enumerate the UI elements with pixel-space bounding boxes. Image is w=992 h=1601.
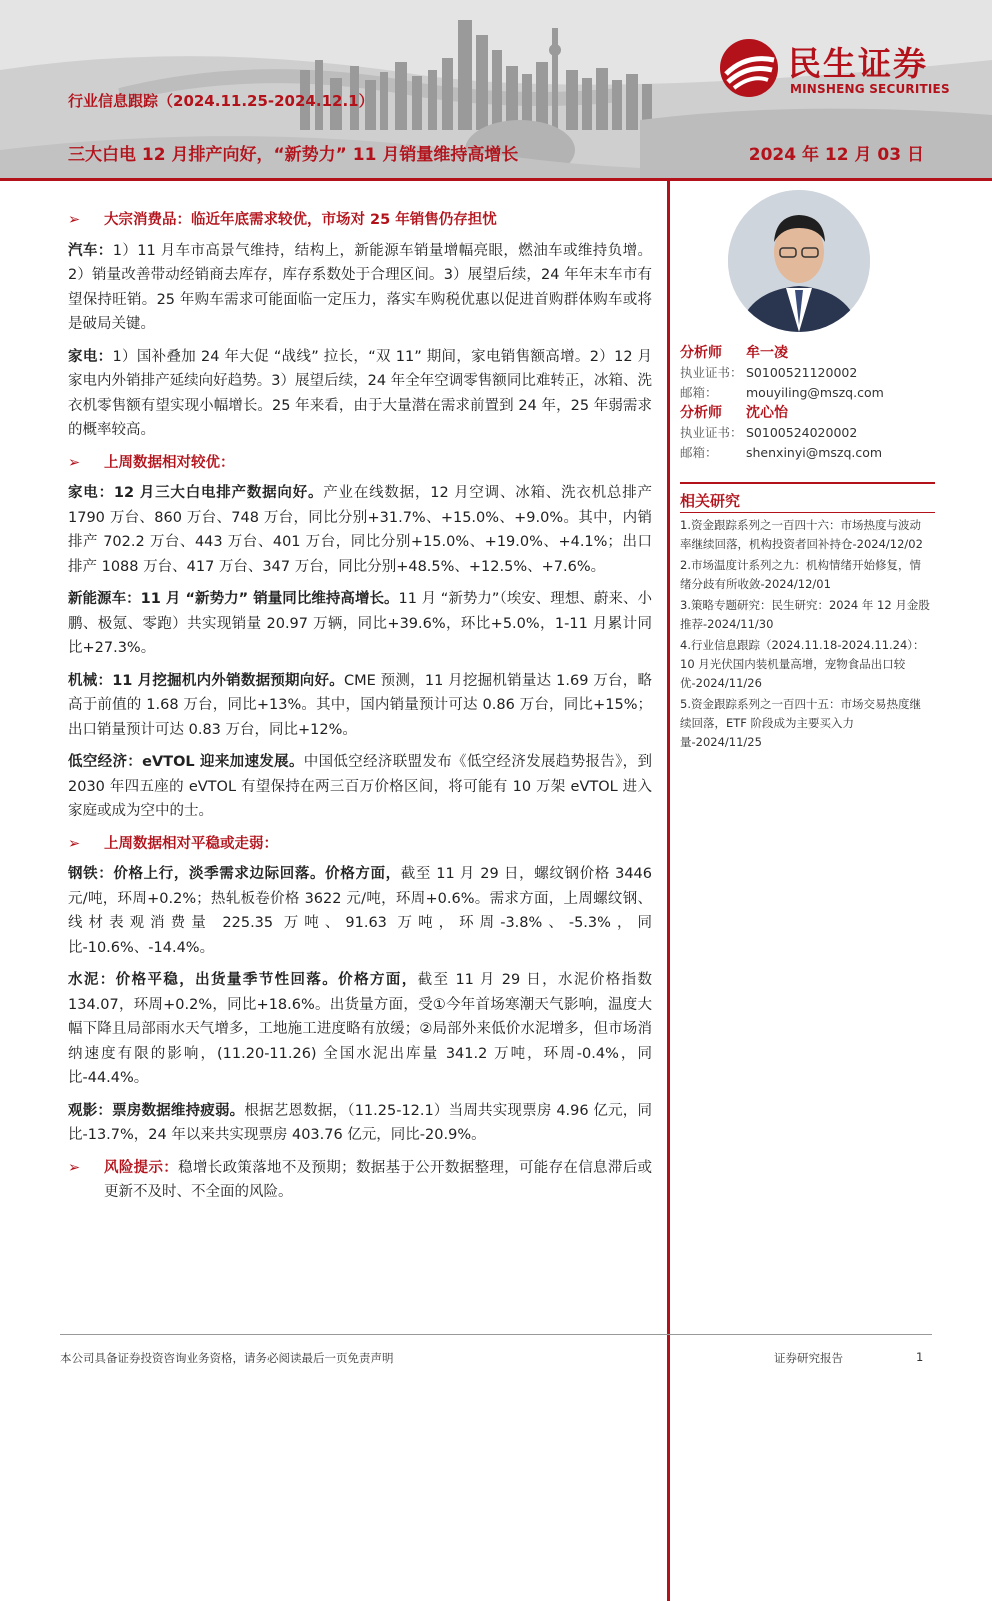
related-research-item[interactable]: 2.市场温度计系列之九：机构情绪开始修复，情绪分歧有所收敛-2024/12/01 bbox=[680, 558, 921, 591]
paragraph-appliance: 家电：1）国补叠加 24 年大促 “战线” 拉长，“双 11” 期间，家电销售额高增。2）12 月家电内外销排产延续向好趋势。3）展望后续，24 年全年空调零售额同比难转正，冰箱、洗衣机零售额有望实现小幅增长。25 年来看，由于大量潜在需求前置到 24 年，25 年弱需求的概率较高。 bbox=[68, 348, 652, 438]
paragraph-steel: 钢铁：价格上行，淡季需求边际回落。价格方面，截至 11 月 29 日，螺纹钢价格 3446 元/吨，环周+0.2%；热轧板卷价格 3622 元/吨，环周+0.6%。需求方面，上周螺纹钢、线材表观消费量 225.35 万吨、91.63 万吨，环周-3.8%、-5.3%，同比-10.6%、-14.4%。 bbox=[68, 866, 652, 956]
report-title: 三大白电 12 月排产向好，“新势力” 11 月销量维持高增长 bbox=[68, 145, 519, 165]
page-number: 1 bbox=[916, 1350, 924, 1364]
analyst-photo bbox=[728, 190, 870, 332]
related-research-title: 相关研究 bbox=[680, 492, 741, 510]
related-research-item[interactable]: 3.策略专题研究：民生研究：2024 年 12 月金股推荐-2024/11/30 bbox=[680, 598, 930, 631]
analyst-email[interactable]: 邮箱： shenxinyi@mszq.com bbox=[680, 444, 883, 460]
footer-divider bbox=[60, 1334, 932, 1335]
analyst-cert: 执业证书： S0100524020002 bbox=[680, 424, 858, 440]
paragraph-low-altitude: 低空经济：eVTOL 迎来加速发展。中国低空经济联盟发布《低空经济发展趋势报告》，到 2030 年四五座的 eVTOL 有望保持在两三百万价格区间，将可能有 10 万架 eVTOL 进入家庭或成为空中的士。 bbox=[68, 754, 652, 819]
footer-disclaimer: 本公司具备证券投资咨询业务资格，请务必阅读最后一页免责声明 bbox=[60, 1351, 394, 1365]
analyst-list bbox=[680, 342, 935, 462]
arrow-bullet-icon: ➢ bbox=[68, 835, 81, 852]
related-top-rule bbox=[680, 482, 935, 484]
column-divider bbox=[667, 181, 670, 1601]
paragraph-auto: 汽车：1）11 月车市高景气维持，结构上，新能源车销量增幅亮眼，燃油车或维持负增。2）销量改善带动经销商去库存，库存系数处于合理区间。3）展望后续，24 年年末车市有望保持旺销。25 年购车需求可能面临一定压力，落实车购税优惠以促进首购群体购车或将是破局关键。 bbox=[68, 242, 652, 332]
related-bottom-rule bbox=[680, 512, 935, 513]
related-research-list bbox=[680, 516, 932, 754]
risk-label: 风险提示： bbox=[104, 1159, 179, 1176]
report-date: 2024 年 12 月 03 日 bbox=[748, 145, 924, 165]
arrow-bullet-icon: ➢ bbox=[68, 212, 81, 228]
paragraph-nev: 新能源车：11 月 “新势力” 销量同比维持高增长。11 月 “新势力”（埃安、理想、蔚来、小鹏、极氪、零跑）共实现销量 20.97 万辆，同比+39.6%，环比+5.0%，1-11 月累计同比+27.3%。 bbox=[68, 591, 652, 656]
analyst-row: 分析师 牟一凌 bbox=[680, 345, 788, 361]
section-heading: ➢ 大宗消费品：临近年底需求较优，市场对 25 年销售仍存担忧 bbox=[68, 208, 652, 233]
section-heading: ➢ 上周数据相对平稳或走弱： bbox=[68, 832, 652, 857]
report-series-label: 行业信息跟踪（2024.11.25-2024.12.1） bbox=[68, 92, 374, 110]
risk-warning: ➢ 风险提示：稳增长政策落地不及预期；数据基于公开数据整理，可能存在信息滞后或更新不及时、不全面的风险。 bbox=[68, 1156, 652, 1205]
logo-text-en: MINSHENG SECURITIES bbox=[790, 82, 950, 96]
paragraph-box-office: 观影：票房数据维持疲弱。根据艺恩数据，（11.25-12.1）当周共实现票房 4.96 亿元，同比-13.7%，24 年以来共实现票房 403.76 亿元，同比-20.9%。 bbox=[68, 1102, 653, 1143]
logo-text-cn: 民生证券 bbox=[788, 44, 928, 83]
section-heading: ➢ 上周数据相对较优： bbox=[68, 451, 652, 476]
analyst-row: 分析师 沈心怡 bbox=[680, 405, 788, 421]
related-research-item[interactable]: 1.资金跟踪系列之一百四十六：市场热度与波动率继续回落，机构投资者回补持仓-2024/12/02 bbox=[680, 518, 923, 551]
header-divider bbox=[0, 178, 992, 181]
paragraph-appliance-data: 家电：12 月三大白电排产数据向好。产业在线数据，12 月空调、冰箱、洗衣机总排产 1790 万台、860 万台、748 万台，同比分别+31.7%、+15.0%、+9.0%。其中，内销排产 702.2 万台、443 万台、401 万台，同比分别+15.0%、+19.0%、+4.1%；出口排产 1088 万台、417 万台、347 万台，同比分别+48.5%、+12.5%、+7.6%。 bbox=[68, 485, 652, 575]
company-logo bbox=[718, 38, 968, 100]
main-content bbox=[68, 208, 652, 1213]
paragraph-cement: 水泥：价格平稳，出货量季节性回落。价格方面，截至 11 月 29 日，水泥价格指数 134.07，环周+0.2%，同比+18.6%。出货量方面，受①今年首场寒潮天气影响，温度大幅下降且局部雨水天气增多，工地施工进度略有放缓；②局部外来低价水泥增多，但市场消纳速度有限的影响，(11.20-11.26) 全国水泥出库量 341.2 万吨，环周-0.4%，同比-44.4%。 bbox=[68, 972, 652, 1086]
related-research-item[interactable]: 4.行业信息跟踪（2024.11.18-2024.11.24）：10 月光伏国内装机量高增，宠物食品出口较优-2024/11/26 bbox=[680, 638, 925, 690]
footer-doc-type: 证券研究报告 bbox=[774, 1351, 843, 1365]
arrow-bullet-icon: ➢ bbox=[68, 1159, 81, 1176]
arrow-bullet-icon: ➢ bbox=[68, 454, 81, 471]
analyst-cert: 执业证书： S0100521120002 bbox=[680, 364, 858, 380]
paragraph-machinery: 机械：11 月挖掘机内外销数据预期向好。CME 预测，11 月挖掘机销量达 1.69 万台，略高于前值的 1.68 万台，同比+13%。其中，国内销量预计可达 0.86 万台，同比+15%；出口销量预计可达 0.83 万台，同比+12%。 bbox=[68, 672, 652, 738]
related-research-item[interactable]: 5.资金跟踪系列之一百四十五：市场交易热度继续回落，ETF 阶段成为主要买入力量-2024/11/25 bbox=[680, 697, 921, 749]
logo-mark-icon bbox=[718, 38, 780, 98]
analyst-email[interactable]: 邮箱： mouyiling@mszq.com bbox=[680, 384, 884, 400]
header-banner bbox=[0, 0, 992, 180]
analyst-avatar bbox=[728, 190, 870, 332]
